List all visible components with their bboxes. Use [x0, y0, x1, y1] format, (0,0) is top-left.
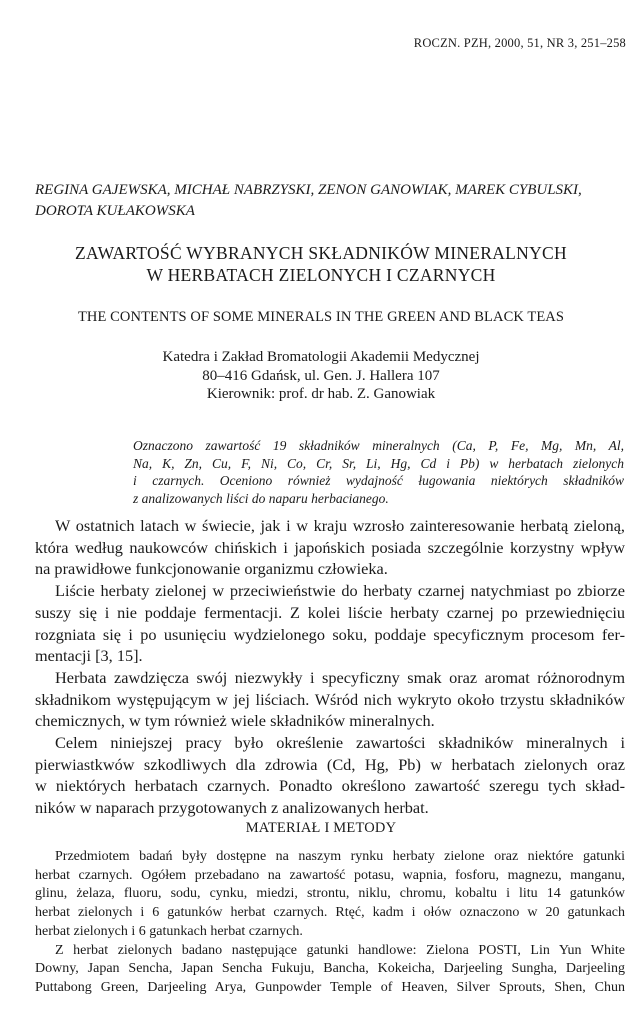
title-line: ZAWARTOŚĆ WYBRANYCH SKŁADNIKÓW MINERALNYCH: [75, 243, 567, 263]
methods-line: herbat czarnych. Ogółem przebadano na zawartość potasu, wapnia, fosforu, magnezu, manganu,: [35, 867, 625, 883]
running-head: ROCZN. PZH, 2000, 51, NR 3, 251–258: [413, 36, 626, 50]
body-line: ników w naparach przygotowanych z analizowanych herbat.: [35, 798, 429, 818]
section-heading: MATERIAŁ I METODY: [245, 820, 397, 836]
methods-line: Z herbat zielonych badano następujące gatunki handlowe: Zielona POSTI, Lin Yun White: [55, 942, 625, 958]
title-polish: [0, 242, 642, 286]
body-line: W ostatnich latach w świecie, jak i w kraju wzrosło zainteresowanie herbatą zieloną,: [55, 516, 625, 535]
body-line: chemicznych, w tym również wiele składników mineralnych.: [35, 711, 435, 731]
body-line: mentacji [3, 15].: [35, 646, 143, 666]
body-line: suszy się i nie poddaje fermentacji. Z kolei liście herbaty czarnej po przewiednięciu: [35, 602, 625, 622]
body-line: w niektórych herbatach czarnych. Ponadto określono zawartość szeregu tych skład-: [35, 776, 625, 796]
author-line: REGINA GAJEWSKA, MICHAŁ NABRZYSKI, ZENON GANOWIAK, MAREK CYBULSKI,: [35, 182, 582, 198]
body-line: pierwiastkwów szkodliwych dla zdrowia (Cd, Hg, Pb) w herbatach zielonych oraz: [35, 754, 625, 774]
body-line: Celem niniejszej pracy było określenie zawartości składników mineralnych i: [55, 733, 625, 753]
title-line: W HERBATACH ZIELONYCH I CZARNYCH: [146, 265, 496, 285]
methods-text: [35, 848, 625, 998]
methods-line: herbat zielonych i 6 gatunkach herbat czarnych.: [35, 923, 303, 939]
body-line: składnikom występującym w jej liściach. Wśród nich wykryto około trzystu składników: [35, 689, 625, 709]
methods-line: herbat zielonych i 6 gatunków herbat czarnych. Rtęć, kadm i ołów oznaczono w 20 gatunkach: [35, 905, 625, 921]
abstract-line: z analizowanych liści do naparu herbacianego.: [133, 490, 389, 506]
body-line: Liście herbaty zielonej w przeciwieństwie do herbaty czarnej natychmiast po zbiorze: [55, 581, 625, 601]
methods-line: glinu, żelaza, fluoru, sodu, cynku, miedzi, strontu, niklu, chromu, kobaltu i litu 14 gatunków: [35, 886, 625, 902]
abstract-line: i czarnych. Oceniono również wydajność ługowania niektórych składników: [133, 473, 624, 488]
author-line: DOROTA KUŁAKOWSKA: [35, 203, 195, 219]
introduction-text: [35, 515, 625, 819]
affiliation-line: 80–416 Gdańsk, ul. Gen. J. Hallera 107: [202, 367, 440, 384]
abstract: [133, 437, 624, 507]
methods-line: Przedmiotem badań były dostępne na naszym rynku herbaty zielone oraz niektóre gatunki: [55, 849, 625, 864]
methods-line: Downy, Japan Sencha, Japan Sencha Fukuju, Bancha, Kokeicha, Darjeeling Sungha, Darjeeling: [35, 961, 625, 977]
abstract-line: Oznaczono zawartość 19 składników mineralnych (Ca, P, Fe, Mg, Mn, Al,: [133, 438, 624, 453]
body-line: która według naukowców chińskich i japońskich posiada szczególnie korzystny wpływ: [35, 537, 625, 557]
author-list: [35, 180, 625, 222]
affiliation: [0, 348, 642, 404]
abstract-line: Na, K, Zn, Cu, F, Ni, Co, Cr, Sr, Li, Hg, Cd i Pb) w herbatach zielonych: [133, 455, 624, 471]
body-line: rozgniata się i po usunięciu wydzielonego soku, poddaje specyficznym procesom fer-: [35, 624, 625, 644]
body-line: Herbata zawdzięcza swój niezwykły i specyficzny smak oraz aromat różnorodnym: [55, 667, 625, 687]
methods-line: Puttabong Green, Darjeeling Arya, Gunpowder Temple of Heaven, Silver Sprouts, Shen, Chun: [35, 979, 625, 995]
affiliation-line: Katedra i Zakład Bromatologii Akademii Medycznej: [162, 349, 480, 365]
body-line: na prawidłowe funkcjonowanie organizmu człowieka.: [35, 559, 388, 579]
affiliation-line: Kierownik: prof. dr hab. Z. Ganowiak: [206, 386, 436, 402]
title-english: THE CONTENTS OF SOME MINERALS IN THE GREEN AND BLACK TEAS: [77, 309, 565, 325]
